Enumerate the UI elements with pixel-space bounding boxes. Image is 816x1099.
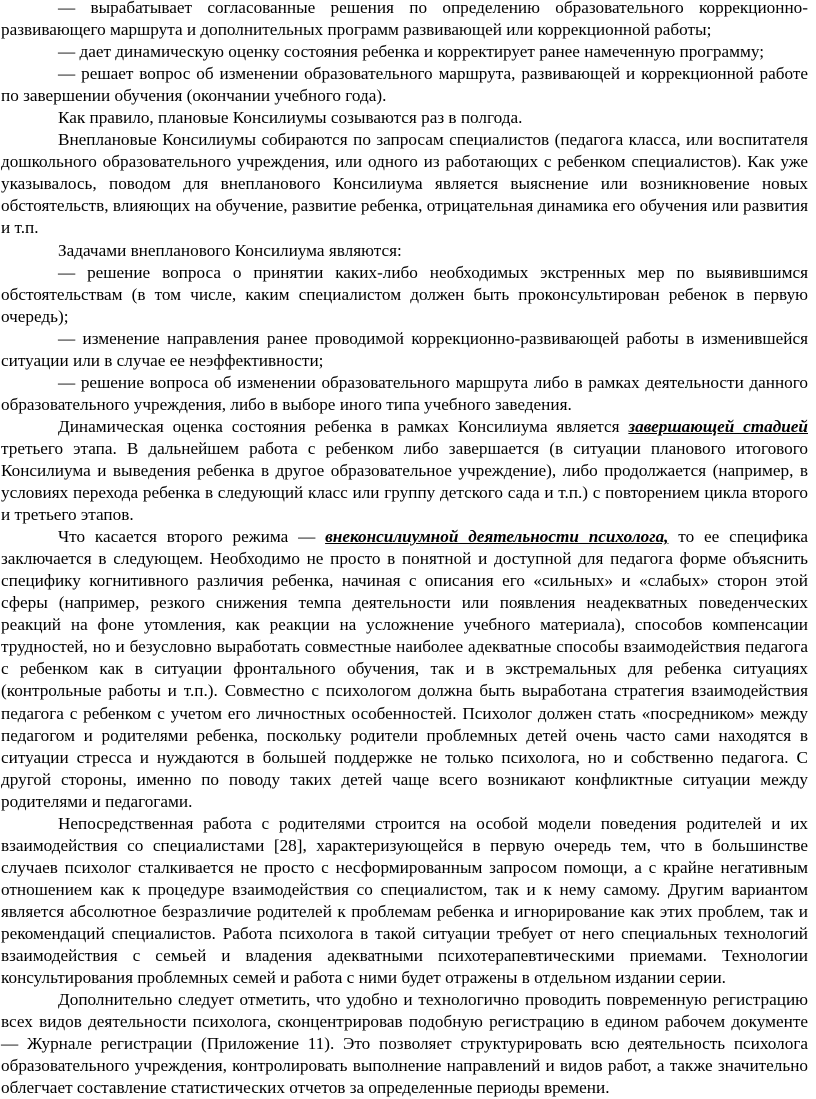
paragraph [1, 813, 808, 989]
paragraph [1, 240, 808, 262]
paragraph-text: — решает вопрос об изменении образовательного маршрута, развивающей и коррекционной работе по завершении обучения (окончании учебного года). [1, 64, 808, 106]
paragraph [1, 989, 808, 1099]
paragraph-text: Дополнительно следует отметить, что удобно и технологично проводить повременную регистрацию всех видов деятельности психолога, сконцентрировав подобную регистрацию в едином рабочем документе — Журнале регистрации (Приложение 11). Это позволяет структурировать всю деятельность психолога образовательного учреждения, контролировать выполнение направлений и видов работ, а также значительно облегчает составление статистических отчетов за определенные периоды времени. [1, 990, 808, 1098]
paragraph-text: Непосредственная работа с родителями строится на особой модели поведения родителей и их взаимодействия со специалистами [28], характеризующейся в первую очередь тем, что в большинстве случаев психолог сталкивается не просто с несформированным запросом помощи, а с крайне негативным отношением как к процедуре взаимодействия со специалистом, так и к нему самому. Другим вариантом является абсолютное безразличие родителей к проблемам ребенка и игнорирование как этих проблем, так и рекомендаций специалистов. Работа психолога в такой ситуации требует от него специальных технологий взаимодействия с семьей и владения адекватными психотерапевтическими приемами. Технологии консультирования проблемных семей и работа с ними будет отражены в отдельном издании серии. [1, 813, 808, 988]
paragraph-text: третьего этапа. В дальнейшем работа с ребенком либо завершается (в ситуации планового итогового Консилиума и выведения ребенка в другое образовательное учреждение), либо продолжается (например, в условиях перехода ребенка в следующий класс или группу детского сада и т.п.) с повторением цикла второго и третьего этапов. [1, 438, 808, 525]
paragraph-text: Внеплановые Консилиумы собираются по запросам специалистов (педагога класса, или воспитателя дошкольного образовательного учреждения, или одного из работающих с ребенком специалистов). Как уже указывалось, поводом для внепланового Консилиума является выяснение или возникновение новых обстоятельств, влияющих на обучение, развитие ребенка, отрицательная динамика его обучения или развития и т.п. [1, 130, 808, 238]
paragraph [1, 262, 808, 328]
paragraph [1, 372, 808, 416]
paragraph-text: Задачами внепланового Консилиума являются: [58, 240, 402, 260]
paragraph [1, 328, 808, 372]
paragraph [1, 0, 808, 41]
paragraph [1, 526, 808, 813]
paragraph-text: Как правило, плановые Консилиумы созываются раз в полгода. [58, 108, 523, 128]
paragraph-text: — решение вопроса о принятии каких-либо необходимых экстренных мер по выявившимся обстоятельствам (в том числе, каким специалистом должен быть проконсультирован ребенок в первую очередь); [1, 262, 808, 326]
emphasized-term: завершающей стадией [628, 416, 808, 436]
paragraph-text: Динамическая оценка состояния ребенка в рамках Консилиума является [58, 416, 629, 436]
paragraph-text: — дает динамическую оценку состояния ребенка и корректирует ранее намеченную программу; [58, 42, 765, 62]
paragraph [1, 416, 808, 526]
paragraph [1, 107, 808, 129]
paragraph [1, 41, 808, 63]
paragraph-text: то ее специфика заключается в следующем. Необходимо не просто в понятной и доступной для педагога форме объяснить специфику когнитивного различия ребенка, начиная с описания его «сильных» и «слабых» сторон этой сферы (например, резкого снижения темпа деятельности или появления неадекватных поведенческих реакций на фоне утомления, как реакции на усложнение учебного материала), способов компенсации трудностей, но и безусловно выработать совместные наиболее адекватные способы взаимодействия педагога с ребенком как в ситуации фронтального обучения, так и в экстремальных для ребенка ситуациях (контрольные работы и т.п.). Совместно с психологом должна быть выработана стратегия взаимодействия педагога с ребенком с учетом его личностных особенностей. Психолог должен стать «посредником» между педагогом и родителями ребенка, поскольку родители проблемных детей очень часто сами находятся в ситуации стресса и нуждаются в большей поддержке не только психолога, но и собственно педагога. С другой стороны, именно по поводу таких детей чаще всего возникают конфликтные ситуации между родителями и педагогами. [1, 527, 808, 811]
paragraph [1, 129, 808, 239]
paragraph-text: — вырабатывает согласованные решения по определению образовательного коррекционно-развивающего маршрута и дополнительных программ развивающей или коррекционной работы; [1, 0, 808, 40]
paragraph-text: Что касается второго режима — [58, 527, 326, 547]
paragraph-text: — изменение направления ранее проводимой коррекционно-развивающей работы в изменившейся ситуации или в случае ее неэффективности; [1, 328, 808, 370]
paragraph-text: — решение вопроса об изменении образовательного маршрута либо в рамках деятельности данного образовательного учреждения, либо в выборе иного типа учебного заведения. [1, 372, 808, 414]
emphasized-term: внеконсилиумной деятельности психолога, [325, 527, 669, 547]
paragraph [1, 63, 808, 107]
